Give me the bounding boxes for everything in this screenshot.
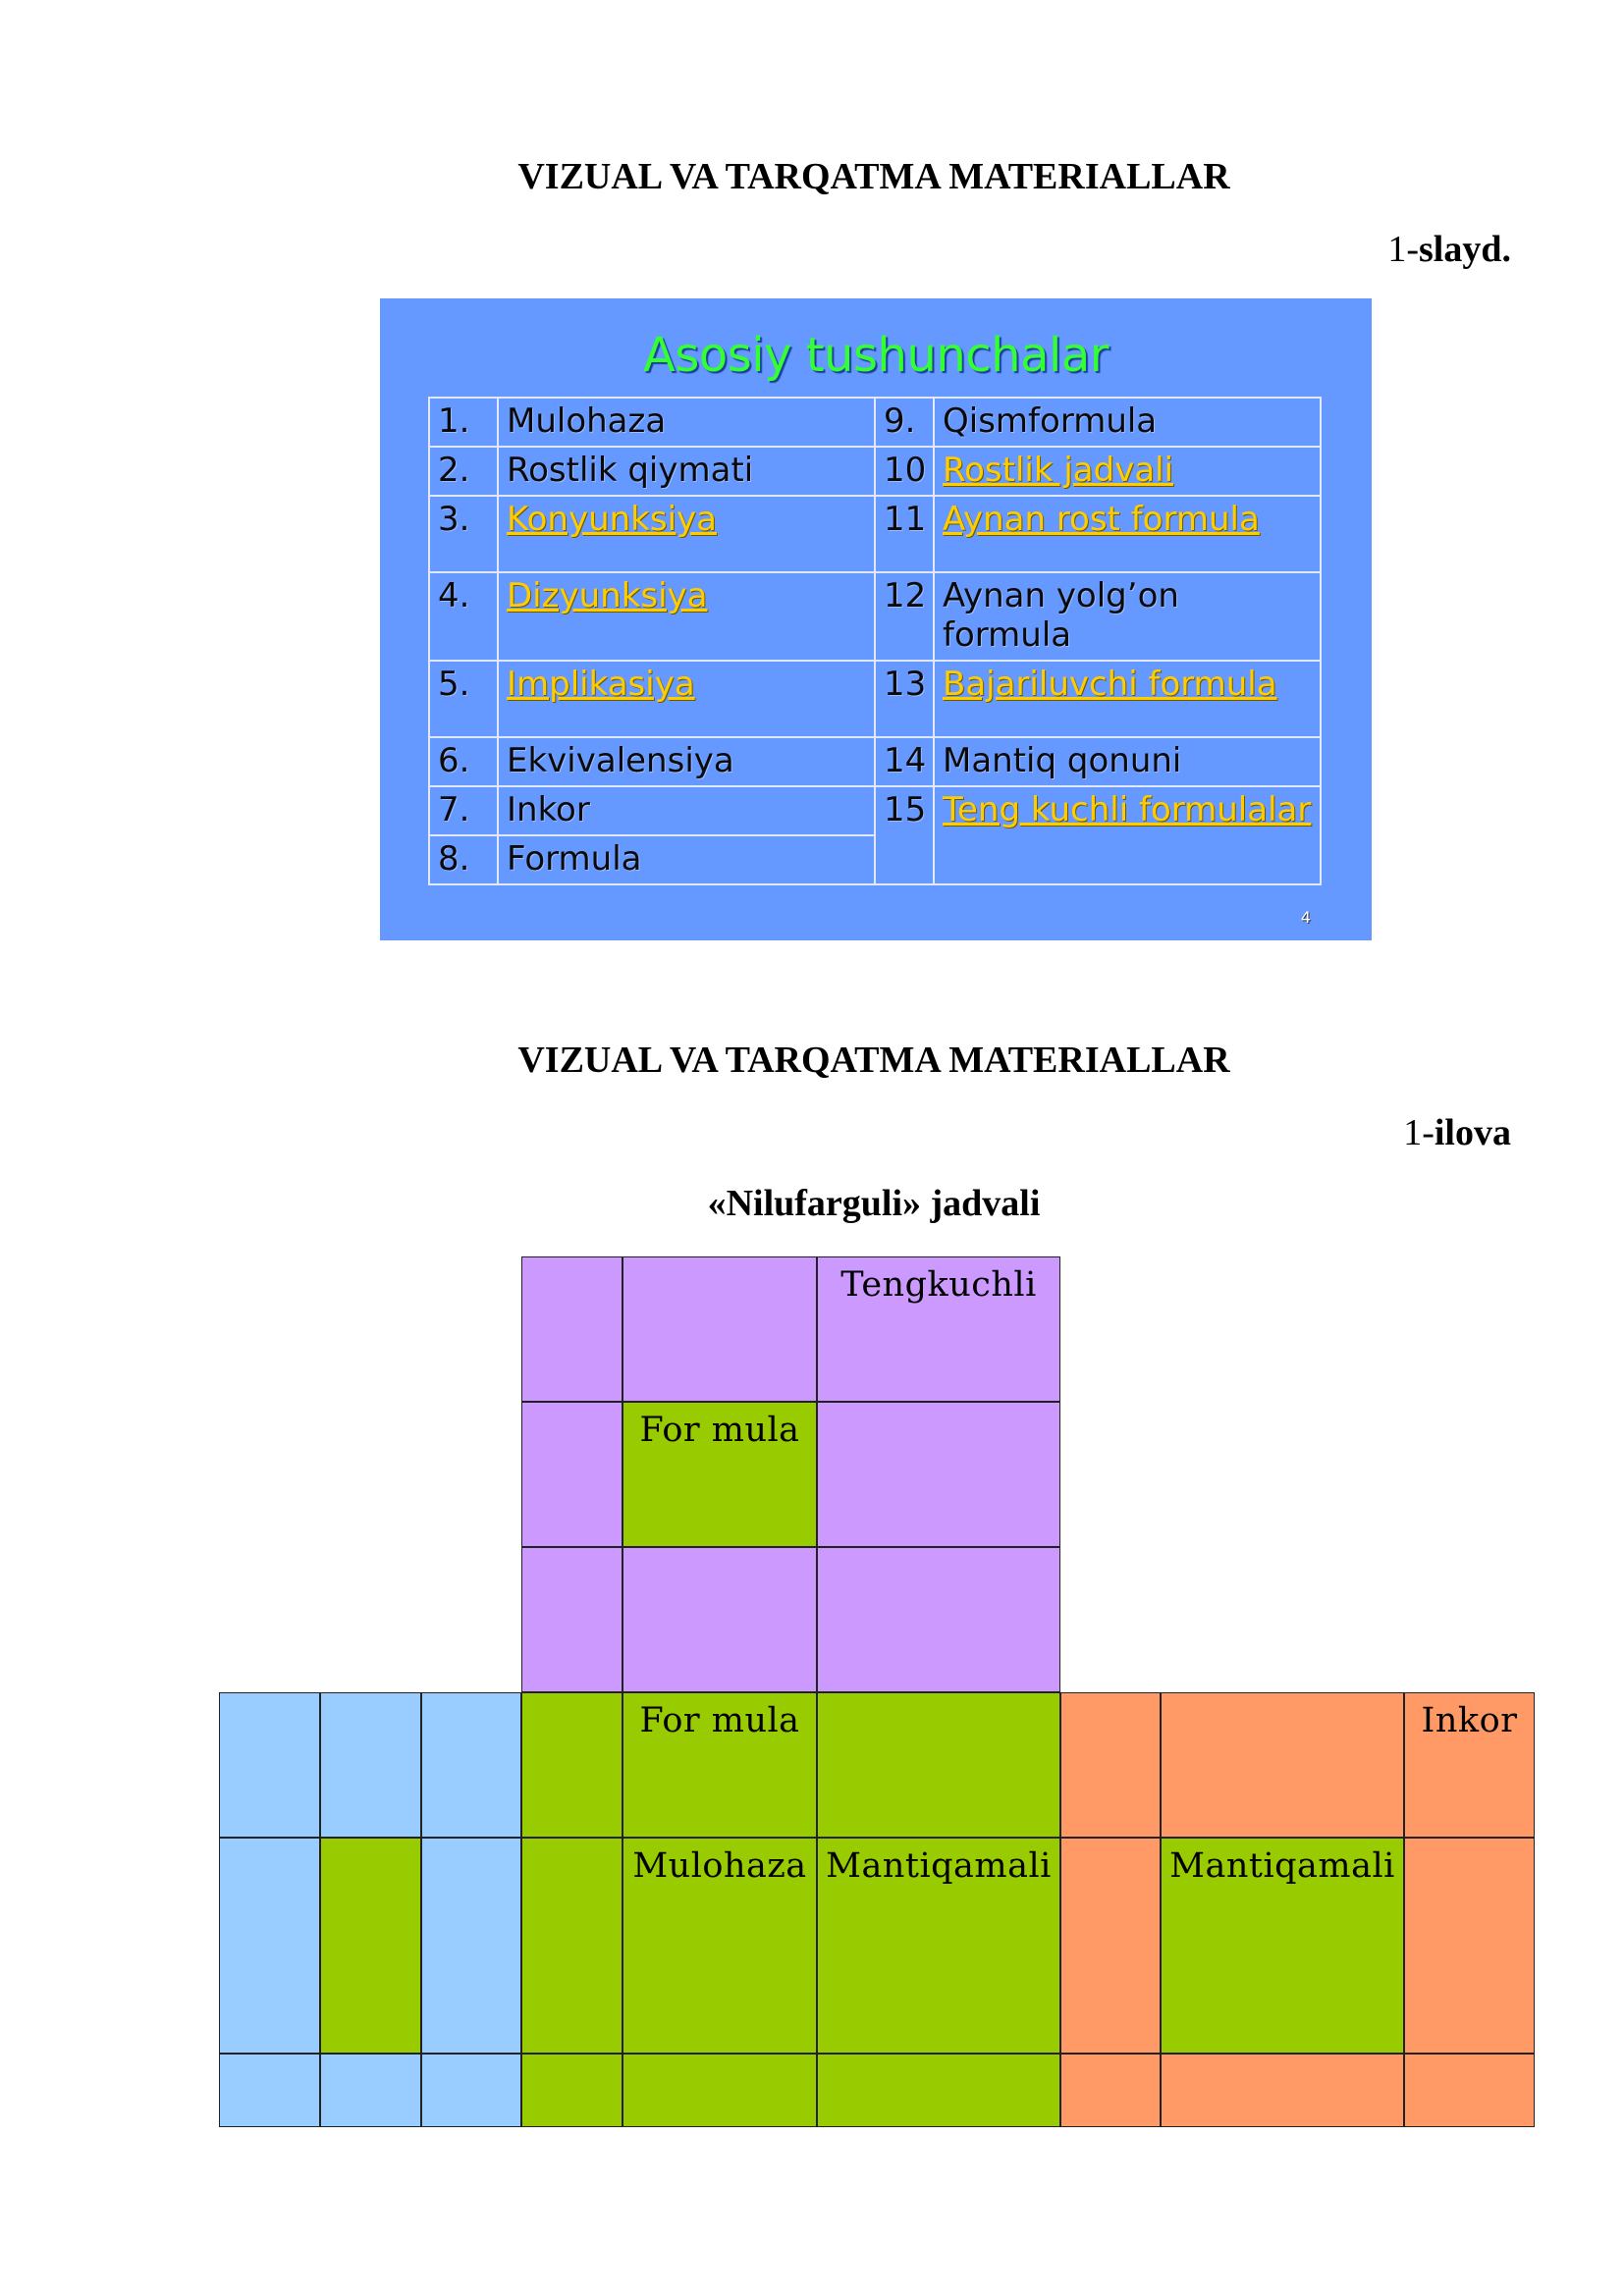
slide-label-bold: slayd. bbox=[1419, 229, 1511, 270]
table-row bbox=[429, 572, 1321, 661]
term-link[interactable] bbox=[934, 786, 1321, 884]
term: Qismformula bbox=[934, 398, 1321, 447]
grid-cell bbox=[320, 1838, 421, 2054]
grid-cell-tengkuchli: Tengkuchli bbox=[817, 1256, 1060, 1402]
row-number: 8. bbox=[429, 835, 498, 884]
slide-label bbox=[1387, 228, 1511, 271]
term: Mantiq qonuni bbox=[934, 737, 1321, 786]
grid-cell bbox=[1161, 2054, 1404, 2127]
grid-cell bbox=[421, 1692, 521, 1838]
term-link-text[interactable]: Rostlik jadvali bbox=[943, 451, 1174, 490]
concepts-table bbox=[428, 397, 1322, 885]
table-row bbox=[429, 496, 1321, 572]
term-link[interactable] bbox=[498, 496, 875, 572]
row-number: 2. bbox=[429, 447, 498, 496]
grid-cell bbox=[521, 1692, 623, 1838]
appendix-label bbox=[1403, 1111, 1511, 1154]
row-number: 9. bbox=[875, 398, 934, 447]
term-link[interactable] bbox=[498, 572, 875, 661]
grid-cell-inkor: Inkor bbox=[1404, 1692, 1535, 1838]
term-link-text[interactable]: Dizyunksiya bbox=[507, 576, 708, 615]
row-number: 11 bbox=[875, 496, 934, 572]
table-row bbox=[429, 786, 1321, 835]
term-link[interactable] bbox=[934, 496, 1321, 572]
grid-cell bbox=[1404, 2054, 1535, 2127]
term-link-text[interactable]: Aynan rost formula bbox=[943, 500, 1260, 539]
term: Rostlik qiymati bbox=[498, 447, 875, 496]
grid-cell-mantiqamali-right: Mantiqamali bbox=[1161, 1838, 1404, 2054]
row-number: 6. bbox=[429, 737, 498, 786]
grid-cell bbox=[1060, 2054, 1161, 2127]
table-row bbox=[429, 737, 1321, 786]
grid-cell bbox=[421, 1838, 521, 2054]
row-number: 3. bbox=[429, 496, 498, 572]
grid-cell-mantiqamali-center: Mantiqamali bbox=[817, 1838, 1060, 2054]
grid-cell bbox=[219, 1692, 320, 1838]
section-heading-2: VIZUAL VA TARQATMA MATERIALLAR bbox=[517, 1040, 1230, 1081]
term-link-text[interactable]: Teng kuchli formulalar bbox=[943, 790, 1312, 829]
row-number: 15 bbox=[875, 786, 934, 884]
row-number: 12 bbox=[875, 572, 934, 661]
grid-cell-mulohaza: Mulohaza bbox=[623, 1838, 817, 2054]
grid-cell bbox=[521, 1547, 623, 1692]
grid-cell bbox=[817, 1402, 1060, 1547]
term: Aynan yolg’on formula bbox=[934, 572, 1321, 661]
row-number: 13 bbox=[875, 661, 934, 737]
row-number: 14 bbox=[875, 737, 934, 786]
grid-cell bbox=[521, 1838, 623, 2054]
grid-cell bbox=[623, 1547, 817, 1692]
row-number: 7. bbox=[429, 786, 498, 835]
term-link[interactable] bbox=[498, 661, 875, 737]
term: Mulohaza bbox=[498, 398, 875, 447]
table-row bbox=[429, 661, 1321, 737]
grid-cell bbox=[521, 2054, 623, 2127]
slide-label-prefix: 1- bbox=[1387, 229, 1420, 270]
grid-cell bbox=[219, 1838, 320, 2054]
grid-cell bbox=[817, 1692, 1060, 1838]
row-number: 4. bbox=[429, 572, 498, 661]
grid-cell-formula-top: For mula bbox=[623, 1402, 817, 1547]
slide-image bbox=[380, 298, 1372, 940]
term-link-text[interactable]: Konyunksiya bbox=[507, 500, 717, 539]
appendix-label-bold: ilova bbox=[1434, 1112, 1511, 1153]
nilufar-caption: «Nilufarguli» jadvali bbox=[707, 1183, 1041, 1224]
grid-cell bbox=[1404, 1838, 1535, 2054]
slide-page-number: 4 bbox=[1300, 908, 1311, 927]
grid-cell bbox=[1060, 1838, 1161, 2054]
slide-title: Asosiy tushunchalar bbox=[643, 328, 1109, 383]
grid-cell bbox=[623, 1256, 817, 1402]
grid-cell bbox=[320, 1692, 421, 1838]
table-row bbox=[429, 398, 1321, 447]
grid-cell bbox=[421, 2054, 521, 2127]
grid-cell-formula-center: For mula bbox=[623, 1692, 817, 1838]
table-row bbox=[429, 447, 1321, 496]
row-number: 10 bbox=[875, 447, 934, 496]
row-number: 1. bbox=[429, 398, 498, 447]
grid-cell bbox=[320, 2054, 421, 2127]
term: Formula bbox=[498, 835, 875, 884]
row-number: 5. bbox=[429, 661, 498, 737]
grid-cell bbox=[817, 1547, 1060, 1692]
grid-cell bbox=[521, 1402, 623, 1547]
term: Ekvivalensiya bbox=[498, 737, 875, 786]
grid-cell bbox=[817, 2054, 1060, 2127]
section-heading-1: VIZUAL VA TARQATMA MATERIALLAR bbox=[517, 156, 1230, 197]
grid-cell bbox=[1060, 1692, 1161, 1838]
grid-cell bbox=[521, 1256, 623, 1402]
grid-cell bbox=[1161, 1692, 1404, 1838]
term: Inkor bbox=[498, 786, 875, 835]
term-link[interactable] bbox=[934, 447, 1321, 496]
grid-cell bbox=[623, 2054, 817, 2127]
term-link[interactable] bbox=[934, 661, 1321, 737]
grid-cell bbox=[219, 2054, 320, 2127]
appendix-label-prefix: 1- bbox=[1403, 1112, 1435, 1153]
term-link-text[interactable]: Bajariluvchi formula bbox=[943, 665, 1277, 704]
term-link-text[interactable]: Implikasiya bbox=[507, 665, 695, 704]
